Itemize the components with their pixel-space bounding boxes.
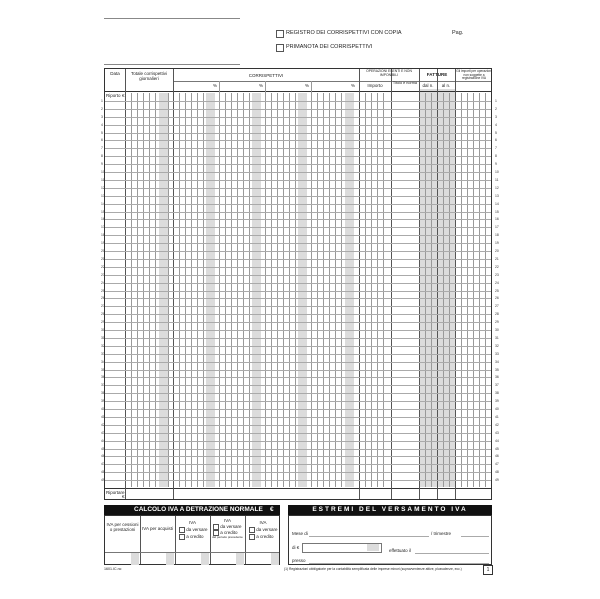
- row-number-left: 23: [101, 272, 105, 277]
- row-number-right: 14: [495, 201, 499, 206]
- row-line: [105, 275, 491, 276]
- col-line: [437, 69, 438, 499]
- col-line: [359, 69, 360, 499]
- row-line: [105, 243, 491, 244]
- row-number-left: 2: [101, 106, 103, 111]
- calc-sep: [140, 516, 141, 564]
- primanota-label: PRIMANOTA DEI CORRISPETTIVI: [286, 44, 373, 50]
- row-number-left: 14: [101, 201, 105, 206]
- row-number-right: 7: [495, 146, 497, 151]
- row-line: [105, 212, 491, 213]
- footer-line: [105, 488, 491, 489]
- row-line: [105, 251, 491, 252]
- row-line: [105, 433, 491, 434]
- calc-c4-c: del periodo precedente: [212, 535, 243, 539]
- row-number-right: 1: [495, 98, 497, 103]
- row-number-left: 4: [101, 122, 103, 127]
- row-number-left: 3: [101, 114, 103, 119]
- vers-effettuato: effettuato il: [389, 548, 411, 553]
- row-number-right: 43: [495, 430, 499, 435]
- row-line: [105, 259, 491, 260]
- row-line: [105, 298, 491, 299]
- calc-c4-b: a credito: [220, 530, 238, 536]
- row-number-left: 28: [101, 312, 105, 317]
- row-number-left: 46: [101, 454, 105, 459]
- vers-presso: presso: [292, 558, 306, 563]
- row-line: [105, 425, 491, 426]
- footer-code: 1601.IC.nc: [104, 567, 122, 571]
- c3-credito-checkbox[interactable]: [179, 534, 185, 540]
- row-line: [105, 314, 491, 315]
- row-number-right: 41: [495, 414, 499, 419]
- calc-sep: [210, 516, 211, 564]
- presso-line[interactable]: [309, 563, 489, 564]
- row-line: [105, 362, 491, 363]
- row-line: [105, 456, 491, 457]
- sub-line: [311, 81, 312, 487]
- calc-c2: IVA per acquisti: [142, 526, 173, 531]
- row-number-right: 11: [495, 177, 499, 182]
- row-number-right: 49: [495, 478, 499, 483]
- register-table: [101, 68, 499, 500]
- row-number-left: 37: [101, 383, 105, 388]
- c5-versare-checkbox[interactable]: [249, 527, 255, 533]
- row-number-right: 45: [495, 446, 499, 451]
- row-number-left: 19: [101, 241, 105, 246]
- page-label: Pag.: [452, 30, 464, 36]
- row-number-left: 13: [101, 193, 105, 198]
- row-number-left: 43: [101, 430, 105, 435]
- row-number-left: 33: [101, 351, 105, 356]
- row-number-right: 9: [495, 162, 497, 167]
- vers-box: [288, 515, 492, 565]
- row-number-left: 41: [101, 414, 105, 419]
- riportare-euro: €: [122, 494, 125, 499]
- row-line: [105, 338, 491, 339]
- row-number-left: 47: [101, 462, 105, 467]
- calc-c5-a: da versare: [256, 527, 278, 533]
- col-operazioni-label: OPERAZIONI ESENTI E NON IMPONIBILI: [366, 69, 412, 77]
- row-line: [105, 370, 491, 371]
- row-number-right: 3: [495, 114, 497, 119]
- row-number-right: 39: [495, 399, 499, 404]
- row-number-right: 37: [495, 383, 499, 388]
- row-number-right: 13: [495, 193, 499, 198]
- row-number-left: 39: [101, 399, 105, 404]
- effettuato-line[interactable]: [415, 553, 489, 554]
- row-line: [105, 109, 491, 110]
- calc-title: CALCOLO IVA A DETRAZIONE NORMALE: [134, 506, 263, 513]
- col-titolo-label: Titolo e norma: [392, 81, 418, 85]
- col-al-label: al n.: [441, 83, 451, 88]
- row-number-right: 33: [495, 351, 499, 356]
- col-line: [455, 69, 456, 499]
- row-line: [105, 180, 491, 181]
- col-dal-label: dal n.: [422, 83, 434, 88]
- row-number-right: 48: [495, 470, 499, 475]
- row-number-right: 2: [495, 106, 497, 111]
- row-line: [105, 409, 491, 410]
- row-number-left: 1: [101, 98, 103, 103]
- row-number-left: 18: [101, 233, 105, 238]
- header-bottom-line: [105, 91, 491, 92]
- row-line: [105, 322, 491, 323]
- col-date-label: Data: [110, 71, 120, 76]
- row-line: [105, 449, 491, 450]
- row-number-right: 18: [495, 233, 499, 238]
- row-number-right: 4: [495, 122, 497, 127]
- row-number-right: 29: [495, 320, 499, 325]
- vers-title: ESTREMI DEL VERSAMENTO IVA: [288, 505, 492, 515]
- col-fatture-label: FATTURE: [426, 72, 448, 77]
- vers-mese: Mese di: [292, 531, 308, 536]
- row-number-left: 35: [101, 367, 105, 372]
- calc-c3-title: IVA: [189, 520, 196, 525]
- calc-shade: [201, 553, 209, 565]
- header-line-bottom: [104, 64, 240, 65]
- row-number-left: 29: [101, 320, 105, 325]
- row-number-right: 6: [495, 138, 497, 143]
- row-line: [105, 148, 491, 149]
- row-line: [105, 330, 491, 331]
- trimestre-line[interactable]: [461, 536, 489, 537]
- calc-shade: [166, 553, 174, 565]
- row-number-right: 23: [495, 272, 499, 277]
- row-number-left: 8: [101, 154, 103, 159]
- row-number-left: 45: [101, 446, 105, 451]
- row-line: [105, 172, 491, 173]
- row-number-left: 17: [101, 225, 105, 230]
- mese-line[interactable]: [309, 536, 429, 537]
- calc-title-bar: [104, 505, 280, 515]
- vers-trimestre: / trimestre: [431, 531, 452, 536]
- col-total-label: Totale corrispettivi giornalieri: [130, 71, 167, 81]
- row-number-right: 46: [495, 454, 499, 459]
- row-line: [105, 188, 491, 189]
- row-line: [105, 291, 491, 292]
- pct-4: %: [351, 83, 356, 88]
- row-line: [105, 164, 491, 165]
- row-line: [105, 133, 491, 134]
- col-importi-label: Gli importi per operazioni non soggette a registrazione IVA: [456, 69, 492, 80]
- row-line: [105, 204, 491, 205]
- row-number-left: 15: [101, 209, 105, 214]
- c5-credito-checkbox[interactable]: [249, 534, 255, 540]
- footer-page-box: 1: [483, 565, 493, 575]
- row-number-right: 26: [495, 296, 499, 301]
- row-number-right: 17: [495, 225, 499, 230]
- riporto-euro: €: [122, 93, 125, 98]
- row-line: [105, 480, 491, 481]
- calc-box: [104, 515, 280, 565]
- c3-versare-checkbox[interactable]: [179, 527, 185, 533]
- row-number-left: 6: [101, 138, 103, 143]
- row-number-right: 40: [495, 407, 499, 411]
- row-number-right: 27: [495, 304, 499, 309]
- row-number-right: 19: [495, 241, 499, 246]
- row-number-left: 38: [101, 391, 105, 396]
- row-number-left: 32: [101, 343, 105, 348]
- calc-c5-b-row: [249, 534, 274, 540]
- row-line: [105, 354, 491, 355]
- col-corrispettivi-label: CORRISPETTIVI: [248, 73, 284, 78]
- importo-shade: [367, 544, 379, 551]
- row-number-right: 47: [495, 462, 499, 467]
- calc-c5-b: a credito: [256, 534, 274, 540]
- footer-note: (1) Registrazioni obbligatorie per la contabilità semplificata delle imprese minori (supravvenienze attive, plusvalenze, ecc.): [284, 567, 462, 571]
- row-line: [105, 417, 491, 418]
- row-number-left: 26: [101, 296, 105, 301]
- registro-label: REGISTRO DEI CORRISPETTIVI CON COPIA: [286, 30, 402, 36]
- row-number-right: 20: [495, 249, 499, 253]
- row-line: [105, 125, 491, 126]
- row-number-left: 34: [101, 359, 105, 364]
- row-number-right: 8: [495, 154, 497, 159]
- row-line: [105, 156, 491, 157]
- row-line: [105, 377, 491, 378]
- calc-shade: [271, 553, 279, 565]
- calc-shade: [131, 553, 139, 565]
- row-number-left: 44: [101, 438, 105, 443]
- row-number-right: 16: [495, 217, 499, 222]
- row-line: [105, 227, 491, 228]
- row-number-left: 21: [101, 256, 105, 261]
- row-line: [105, 219, 491, 220]
- col-line: [173, 69, 174, 499]
- col-line: [125, 69, 126, 499]
- calc-c3-b: a credito: [186, 534, 204, 540]
- row-number-right: 34: [495, 359, 499, 364]
- row-number-left: 5: [101, 130, 103, 135]
- riporto-label: Riporto: [106, 93, 121, 98]
- row-line: [105, 464, 491, 465]
- row-number-right: 22: [495, 264, 499, 269]
- calc-c1: IVA per cessioni o prestazioni: [106, 522, 139, 532]
- row-number-right: 25: [495, 288, 499, 293]
- row-number-right: 42: [495, 422, 499, 427]
- row-line: [105, 196, 491, 197]
- header-mid-line: [173, 81, 491, 82]
- row-number-right: 10: [495, 170, 499, 174]
- pct-3: %: [305, 83, 310, 88]
- riportare-label: Riportare: [106, 490, 125, 495]
- row-number-left: 10: [101, 170, 105, 174]
- row-number-left: 16: [101, 217, 105, 222]
- pct-1: %: [213, 83, 218, 88]
- row-number-left: 30: [101, 328, 105, 332]
- row-number-left: 48: [101, 470, 105, 475]
- calc-shade: [236, 553, 244, 565]
- pct-2: %: [259, 83, 264, 88]
- row-number-right: 28: [495, 312, 499, 317]
- row-line: [105, 235, 491, 236]
- row-number-left: 9: [101, 162, 103, 167]
- calc-c3-a: da versare: [186, 527, 208, 533]
- row-number-left: 24: [101, 280, 105, 285]
- row-number-left: 27: [101, 304, 105, 309]
- row-line: [105, 401, 491, 402]
- row-number-left: 7: [101, 146, 103, 151]
- row-line: [105, 267, 491, 268]
- row-number-left: 42: [101, 422, 105, 427]
- sub-line: [265, 81, 266, 487]
- row-line: [105, 385, 491, 386]
- row-line: [105, 283, 491, 284]
- col-line: [419, 69, 420, 499]
- row-number-left: 22: [101, 264, 105, 269]
- row-number-right: 30: [495, 328, 499, 332]
- vers-euro: di €: [292, 545, 300, 550]
- row-line: [105, 441, 491, 442]
- row-number-right: 31: [495, 335, 499, 340]
- row-number-left: 20: [101, 249, 105, 253]
- registro-checkbox[interactable]: [276, 30, 284, 38]
- col-importo-label: Importo: [367, 83, 383, 88]
- header-line-top: [104, 18, 240, 19]
- calc-c4-title: IVA: [224, 518, 231, 523]
- row-number-left: 25: [101, 288, 105, 293]
- row-number-right: 5: [495, 130, 497, 135]
- row-number-right: 12: [495, 185, 499, 190]
- calc-c4-a: da versare: [220, 524, 242, 530]
- row-line: [105, 140, 491, 141]
- primanota-checkbox[interactable]: [276, 44, 284, 52]
- calc-c5-title: IVA: [259, 520, 267, 525]
- row-number-left: 31: [101, 335, 105, 340]
- row-number-right: 44: [495, 438, 499, 443]
- row-number-right: 24: [495, 280, 499, 285]
- row-number-left: 36: [101, 375, 105, 380]
- row-number-right: 36: [495, 375, 499, 380]
- row-line: [105, 306, 491, 307]
- row-number-right: 32: [495, 343, 499, 348]
- calc-c5-a-row: [249, 527, 278, 533]
- row-number-left: 12: [101, 185, 105, 190]
- row-number-right: 21: [495, 256, 499, 261]
- sub-line: [219, 81, 220, 487]
- row-number-right: 35: [495, 367, 499, 372]
- row-line: [105, 472, 491, 473]
- row-number-left: 40: [101, 407, 105, 411]
- col-line: [391, 69, 392, 499]
- row-line: [105, 346, 491, 347]
- row-number-left: 49: [101, 478, 105, 483]
- row-number-right: 38: [495, 391, 499, 396]
- row-line: [105, 393, 491, 394]
- calc-euro: €: [270, 506, 274, 513]
- calc-c3-b-row: [179, 534, 204, 540]
- calc-c3-a-row: [179, 527, 208, 533]
- row-line: [105, 117, 491, 118]
- row-number-right: 15: [495, 209, 499, 214]
- row-line: [105, 101, 491, 102]
- row-number-left: 11: [101, 177, 105, 182]
